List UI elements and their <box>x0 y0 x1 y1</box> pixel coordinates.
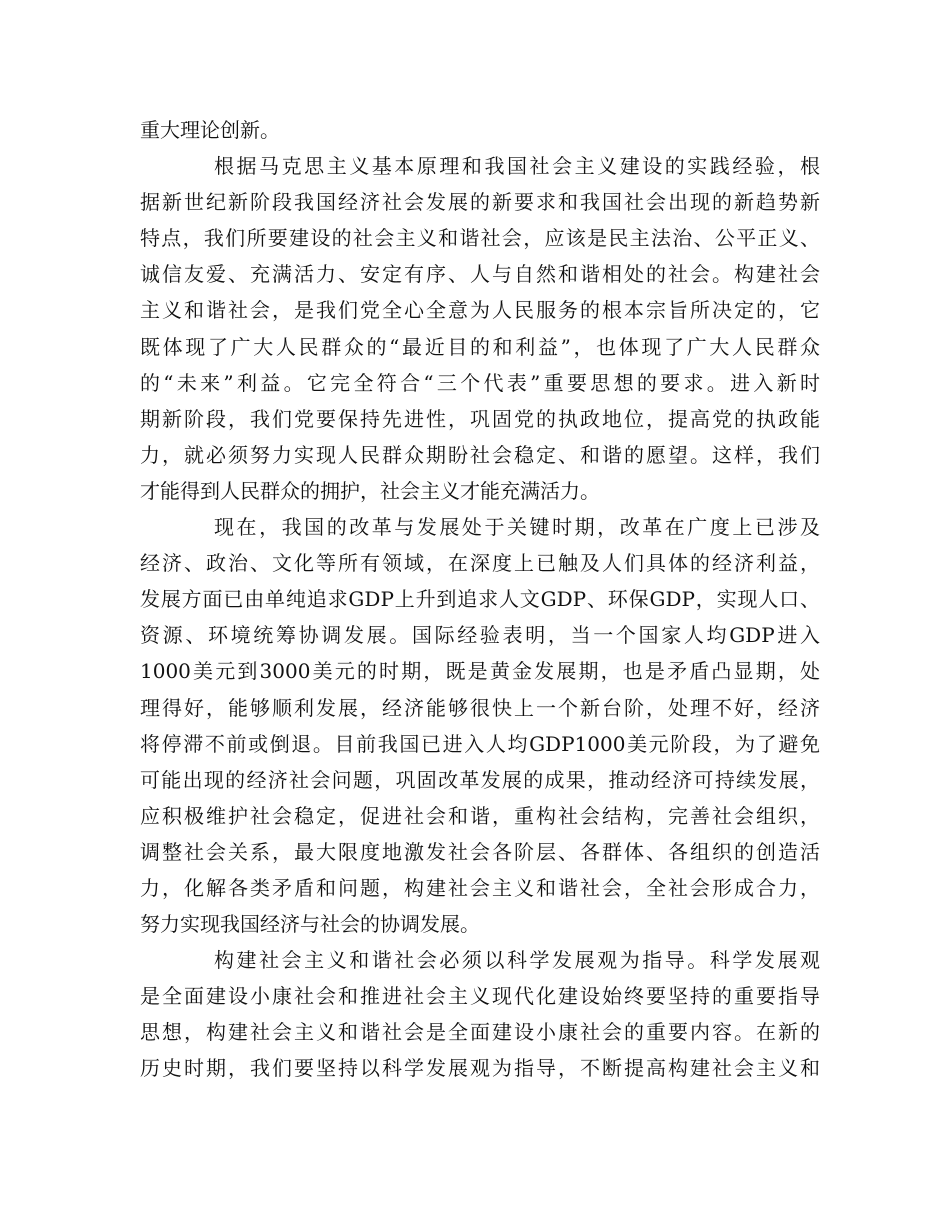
text-line: 据新世纪新阶段我国经济社会发展的新要求和我国社会出现的新趋势新 <box>140 190 820 215</box>
text-line: 将停滞不前或倒退。目前我国已进入人均GDP1000美元阶段，为了避免 <box>140 731 820 756</box>
text-line: 努力实现我国经济与社会的协调发展。 <box>140 912 480 937</box>
text-line: 既体现了广大人民群众的“最近目的和利益”，也体现了广大人民群众 <box>140 334 820 359</box>
paragraph-start-line: 根据马克思主义基本原理和我国社会主义建设的实践经验，根 <box>214 154 820 179</box>
text-line: 力，就必须努力实现人民群众期盼社会稳定、和谐的愿望。这样，我们 <box>140 442 820 467</box>
text-line: 特点，我们所要建设的社会主义和谐社会，应该是民主法治、公平正义、 <box>140 226 820 251</box>
text-line: 资源、环境统筹协调发展。国际经验表明，当一个国家人均GDP进入 <box>140 623 820 648</box>
text-line: 可能出现的经济社会问题，巩固改革发展的成果，推动经济可持续发展， <box>140 767 820 792</box>
text-line: 应积极维护社会稳定，促进社会和谐，重构社会结构，完善社会组织， <box>140 803 820 828</box>
paragraph-start-line: 现在，我国的改革与发展处于关键时期，改革在广度上已涉及 <box>214 515 820 540</box>
text-line: 是全面建设小康社会和推进社会主义现代化建设始终要坚持的重要指导 <box>140 984 820 1009</box>
text-line: 主义和谐社会，是我们党全心全意为人民服务的根本宗旨所决定的，它 <box>140 298 820 323</box>
text-line: 理得好，能够顺利发展，经济能够很快上一个新台阶，处理不好，经济 <box>140 695 820 720</box>
text-line: 思想，构建社会主义和谐社会是全面建设小康社会的重要内容。在新的 <box>140 1020 820 1045</box>
text-line: 经济、政治、文化等所有领域，在深度上已触及人们具体的经济利益， <box>140 551 820 576</box>
text-line: 重大理论创新。 <box>140 118 280 142</box>
document-page <box>140 112 820 1087</box>
text-line: 历史时期，我们要坚持以科学发展观为指导，不断提高构建社会主义和 <box>140 1056 820 1081</box>
text-line: 1000美元到3000美元的时期，既是黄金发展期，也是矛盾凸显期，处 <box>140 659 820 684</box>
text-line: 期新阶段，我们党要保持先进性，巩固党的执政地位，提高党的执政能 <box>140 406 820 431</box>
text-line: 的“未来”利益。它完全符合“三个代表”重要思想的要求。进入新时 <box>140 370 820 395</box>
text-line: 力，化解各类矛盾和问题，构建社会主义和谐社会，全社会形成合力， <box>140 875 820 900</box>
text-line: 诚信友爱、充满活力、安定有序、人与自然和谐相处的社会。构建社会 <box>140 262 820 287</box>
text-line: 调整社会关系，最大限度地激发社会各阶层、各群体、各组织的创造活 <box>140 839 820 864</box>
text-line: 发展方面已由单纯追求GDP上升到追求人文GDP、环保GDP，实现人口、 <box>140 587 820 612</box>
text-line: 才能得到人民群众的拥护，社会主义才能充满活力。 <box>140 478 600 503</box>
paragraph-start-line: 构建社会主义和谐社会必须以科学发展观为指导。科学发展观 <box>214 948 820 973</box>
